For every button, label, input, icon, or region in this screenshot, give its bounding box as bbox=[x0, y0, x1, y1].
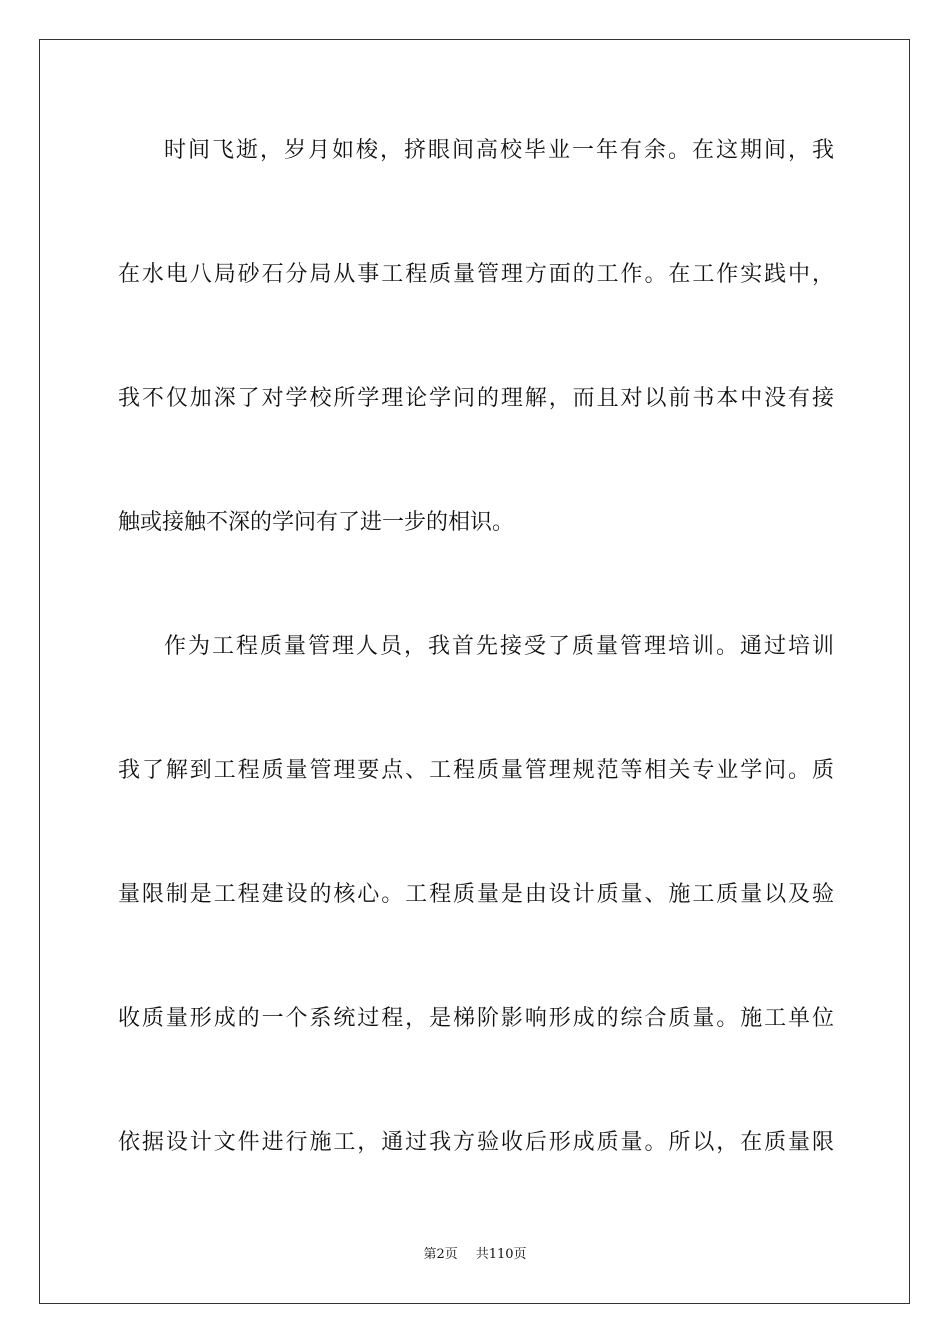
paragraph-1-line-1: 时间飞逝，岁月如梭，挤眼间高校毕业一年有余。在这期间，我 bbox=[164, 138, 834, 163]
paragraph-2-line-1: 作为工程质量管理人员，我首先接受了质量管理培训。通过培训 bbox=[164, 634, 834, 659]
paragraph-2-line-3: 量限制是工程建设的核心。工程质量是由设计质量、施工质量以及验 bbox=[118, 882, 834, 907]
paragraph-1-line-4: 触或接触不深的学问有了进一步的相识。 bbox=[118, 510, 515, 535]
page-border bbox=[39, 39, 910, 1304]
paragraph-2-line-4: 收质量形成的一个系统过程，是梯阶影响形成的综合质量。施工单位 bbox=[118, 1006, 834, 1031]
paragraph-1-line-2: 在水电八局砂石分局从事工程质量管理方面的工作。在工作实践中， bbox=[118, 262, 834, 287]
total-pages: 共110页 bbox=[475, 1247, 527, 1262]
paragraph-1-line-3: 我不仅加深了对学校所学理论学问的理解，而且对以前书本中没有接 bbox=[118, 386, 834, 411]
paragraph-2-line-2: 我了解到工程质量管理要点、工程质量管理规范等相关专业学问。质 bbox=[118, 758, 834, 783]
page-number: 第2页 bbox=[423, 1247, 458, 1262]
page-footer bbox=[0, 1246, 950, 1264]
paragraph-2-line-5: 依据设计文件进行施工，通过我方验收后形成质量。所以，在质量限 bbox=[118, 1130, 834, 1155]
